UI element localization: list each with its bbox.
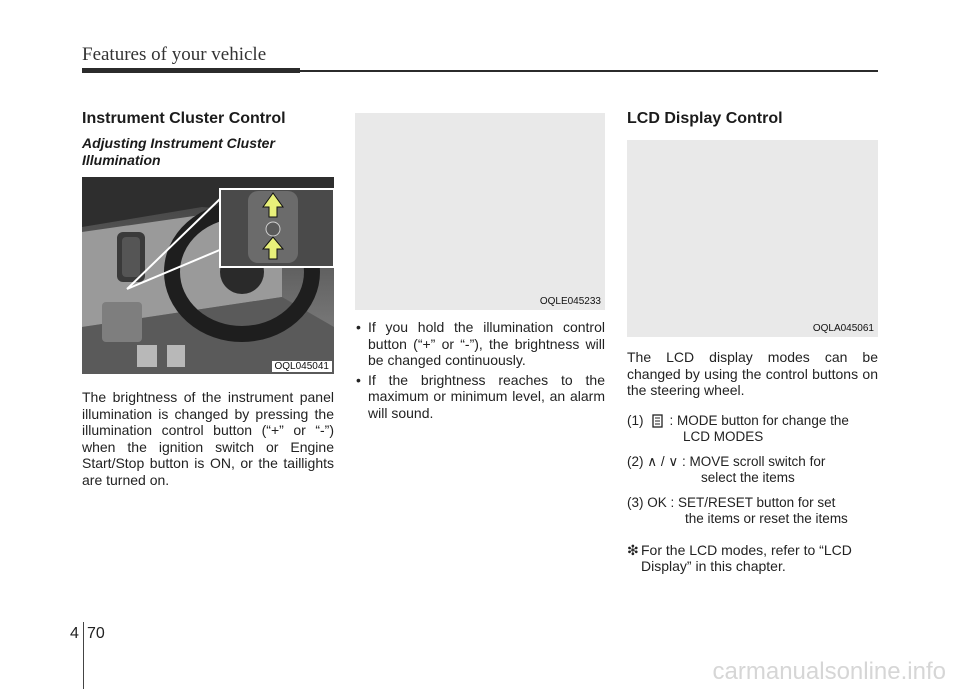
header-rule [300,70,878,72]
watermark: carmanualsonline.info [712,658,946,685]
bullet-item: • If the brightness reaches to the maximum or minimum level, an alarm will sound. [356,371,605,421]
illumination-bullets [355,319,605,421]
figure-code: OQLE045233 [539,296,601,307]
dashboard-photo [82,177,334,374]
illumination-subheading: Adjusting Instrument Cluster Illumination [82,135,275,168]
lcd-note [627,542,878,575]
note-text: For the LCD modes, refer to “LCD Display” in this chapter. [641,541,852,574]
photo-code: OQL045041 [272,361,333,372]
header-bar [82,68,300,73]
instrument-body-text: The brightness of the instrument panel illumination is changed by pressing the illumination control button (“+” or “-”) when the ignition switch or Engine Start/Stop button is ON, or the taillights are turned on. [82,389,334,488]
scroll-arrows-icon: ∧ / ∨ [647,453,679,469]
lcd-figure [627,140,878,337]
chapter-number: 4 [70,625,79,642]
lcd-figure-code: OQLA045061 [812,323,874,334]
page-header-title: Features of your vehicle [82,44,267,65]
instrument-heading: Instrument Cluster Control [82,110,286,127]
mode-button-icon [644,413,670,429]
lcd-intro-text: The LCD display modes can be changed by using the control buttons on the steering wheel. [627,349,878,398]
lcd-control-move: (2) ∧ / ∨ : MOVE scroll switch for select the items [627,453,826,485]
page-number: 70 [87,625,105,642]
lcd-heading: LCD Display Control [627,110,783,127]
bullet-item: • If you hold the illumination control button (“+” or “-”), the brightness will be changed continuously. [356,319,605,368]
illumination-figure-section [355,113,605,424]
illumination-figure [355,113,605,310]
footer-rule [83,622,84,689]
note-symbol-icon: ❇ [627,541,639,558]
lcd-section [627,110,878,575]
lcd-control-mode: (1) : MODE button for change the LCD MODES [627,412,849,444]
dashboard-illustration [82,177,334,374]
lcd-control-ok: (3) OK : SET/RESET button for set the items or reset the items [627,494,848,526]
instrument-section [82,110,334,488]
